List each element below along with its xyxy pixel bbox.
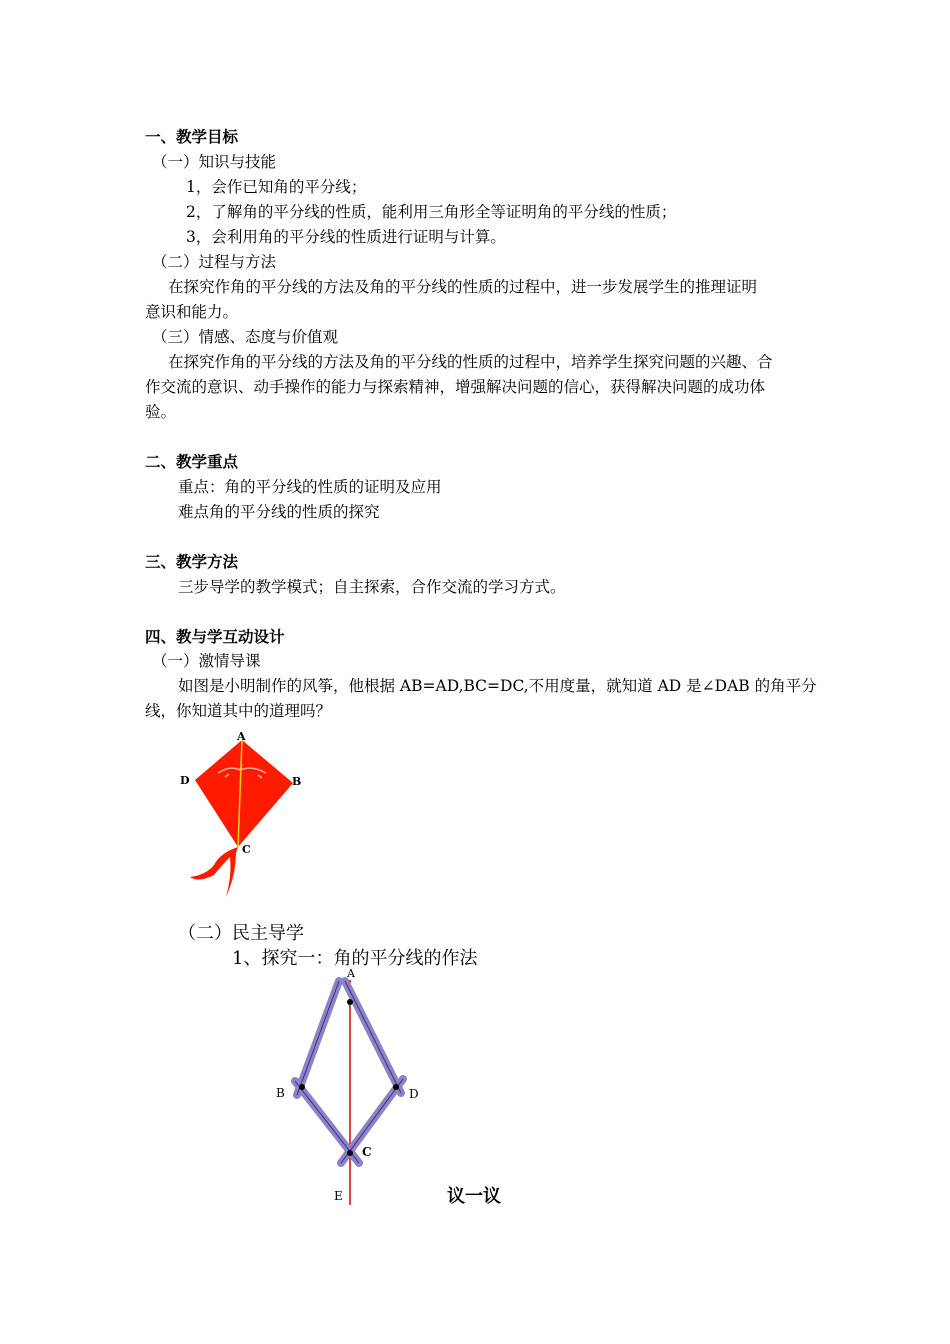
section3-title: 三、教学方法	[145, 553, 239, 571]
angle-bisector-instrument-figure	[265, 965, 435, 1210]
instrument-label-d: D	[409, 1087, 419, 1101]
sub3-text-line2: 作交流的意识、动手操作的能力与探索精神，增强解决问题的信心，获得解决问题的成功体	[145, 378, 766, 396]
section1-sub3: （三）情感、态度与价值观	[152, 328, 339, 346]
section4-sub2: （二）民主导学	[178, 923, 304, 944]
section2-title: 二、教学重点	[145, 453, 239, 471]
objective-item-1: 1，会作已知角的平分线；	[186, 178, 367, 196]
instrument-label-e: E	[334, 1189, 343, 1203]
kite-tail	[190, 847, 238, 897]
sub3-text-line1: 在探究作角的平分线的方法及角的平分线的性质的过程中，培养学生探究问题的兴趣、合	[168, 353, 773, 371]
kite-label-c: C	[242, 843, 251, 856]
sub2-text-line1: 在探究作角的平分线的方法及角的平分线的性质的过程中，进一步发展学生的推理证明	[168, 278, 758, 296]
discuss-heading: 议一议	[447, 1186, 501, 1207]
instrument-label-b: B	[276, 1086, 285, 1100]
section4-sub1: （一）激情导课	[152, 652, 261, 670]
kite-label-d: D	[180, 774, 190, 787]
joint-c	[347, 1150, 353, 1156]
section1-sub1: （一）知识与技能	[152, 153, 277, 171]
teaching-method: 三步导学的教学模式；自主探索，合作交流的学习方式。	[178, 578, 566, 596]
explore-heading: 1、探究一：角的平分线的作法	[232, 948, 478, 969]
kite-question-line1: 如图是小明制作的风筝，他根据 AB=AD,BC=DC,不用度量，就知道 AD 是∠DAB 的角平分	[178, 677, 817, 695]
joint-d	[393, 1084, 399, 1090]
objective-item-2: 2，了解角的平分线的性质，能利用三角形全等证明角的平分线的性质；	[186, 203, 677, 221]
kite-body	[195, 740, 293, 847]
sub2-text-line2: 意识和能力。	[145, 303, 239, 321]
objective-item-3: 3，会利用角的平分线的性质进行证明与计算。	[186, 228, 506, 246]
difficult-point: 难点角的平分线的性质的探究	[178, 503, 380, 521]
section4-title: 四、教与学互动设计	[145, 628, 285, 646]
kite-label-b: B	[292, 775, 302, 788]
kite-figure	[170, 725, 320, 900]
joint-a	[347, 999, 353, 1005]
section1-sub2: （二）过程与方法	[152, 253, 277, 271]
section1-title: 一、教学目标	[145, 128, 239, 146]
sub3-text-line3: 验。	[145, 403, 177, 421]
joint-b	[299, 1084, 305, 1090]
instrument-label-a: A	[347, 967, 355, 980]
kite-question-line2: 线，你知道其中的道理吗？	[145, 702, 332, 720]
instrument-label-c: C	[362, 1145, 372, 1159]
key-point: 重点：角的平分线的性质的证明及应用	[178, 478, 442, 496]
kite-label-a: A	[237, 730, 246, 743]
